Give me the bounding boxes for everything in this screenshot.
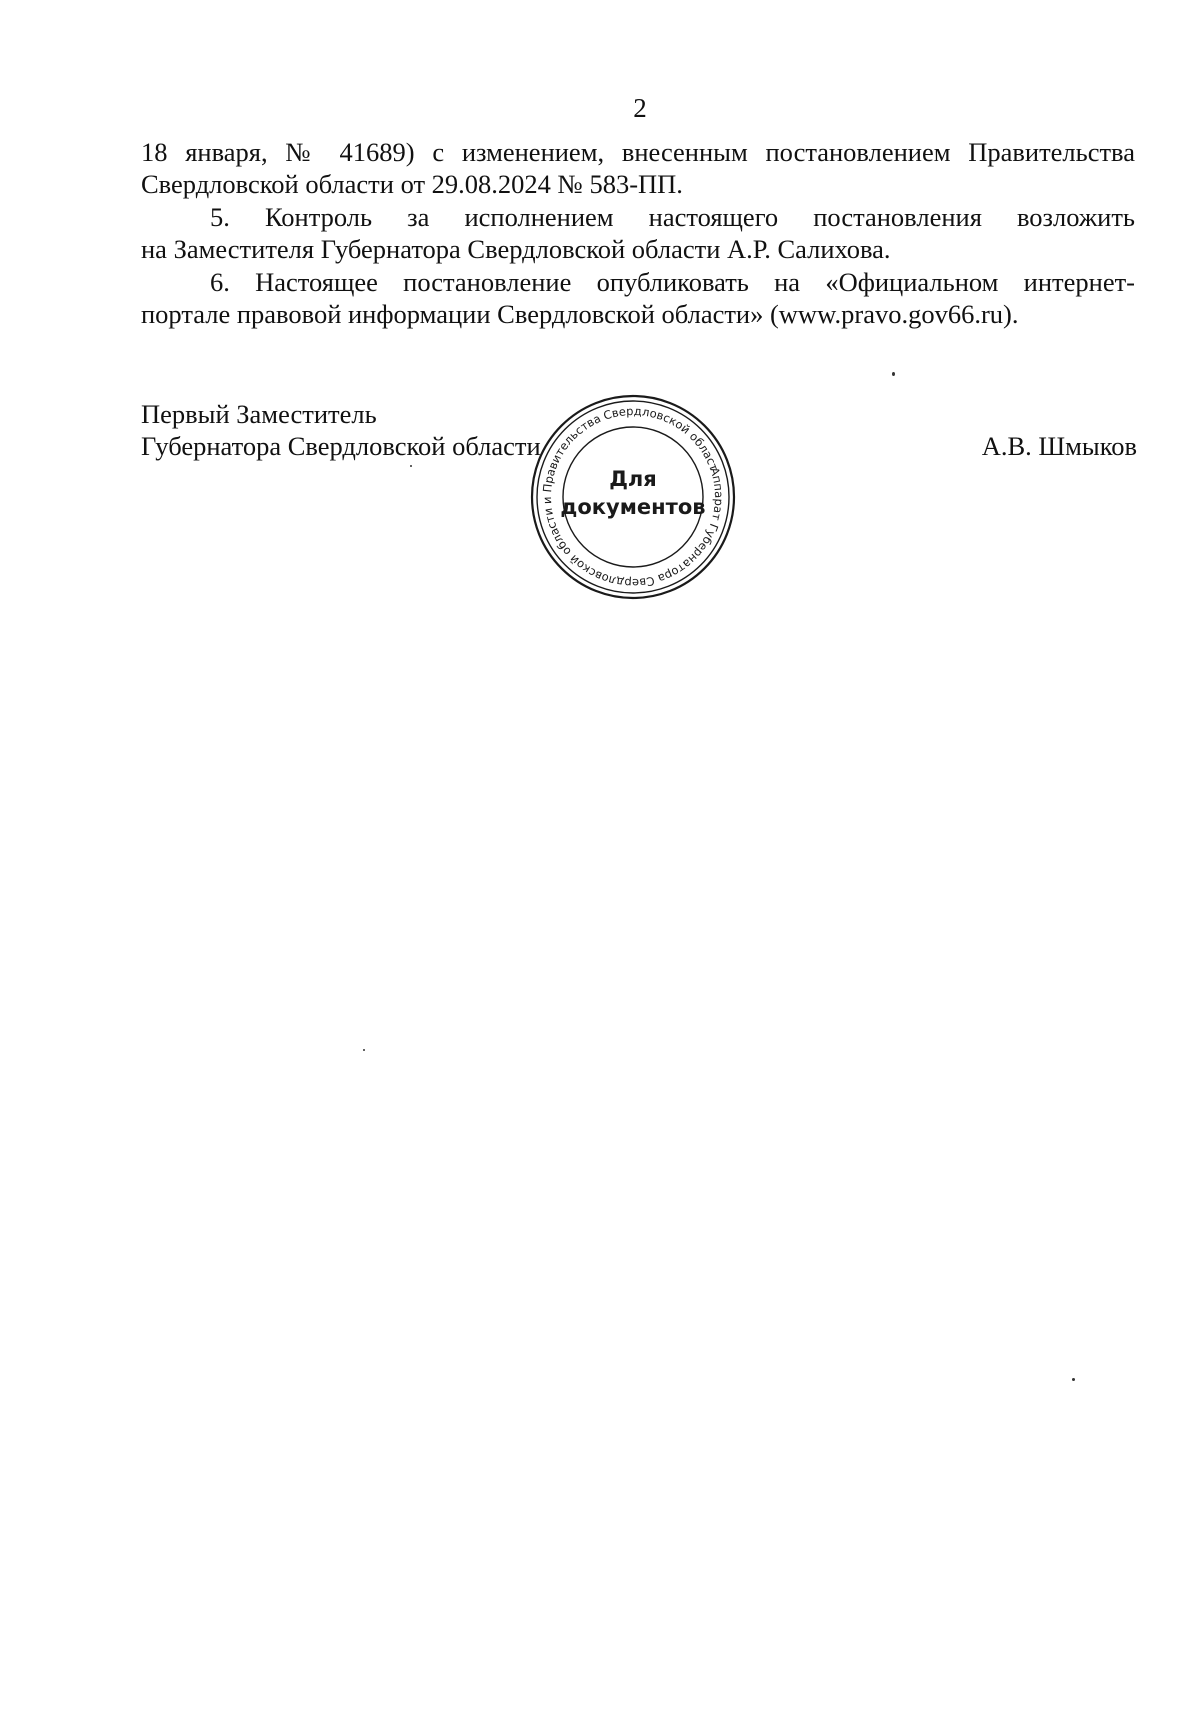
- stamp-center-text: документов: [560, 495, 706, 519]
- paragraph-line: Свердловской области от 29.08.2024 № 583-ПП.: [141, 169, 683, 199]
- scan-speck: [1072, 1378, 1075, 1381]
- signatory-title: [141, 398, 541, 462]
- paragraph-line: 5. Контроль за исполнением настоящего постановления возложить: [210, 202, 1135, 232]
- paragraph-line: на Заместителя Губернатора Свердловской области А.Р. Салихова.: [141, 234, 891, 264]
- scan-speck: [892, 372, 895, 376]
- paragraph-line: 6. Настоящее постановление опубликовать на «Официальном интернет-: [210, 267, 1135, 297]
- paragraph-5: [141, 201, 1135, 265]
- stamp-ring-text: Аппарат Губернатора Свердловской области и Правительства Свердловской области: [539, 403, 727, 591]
- paragraph-6: [141, 266, 1135, 330]
- paragraph-continuation: [141, 136, 1135, 200]
- signatory-name: А.В. Шмыков: [981, 431, 1137, 461]
- signatory-title-line: Губернатора Свердловской области: [141, 431, 541, 461]
- paragraph-line: портале правовой информации Свердловской области» (www.pravo.gov66.ru).: [141, 299, 1019, 329]
- signatory-title-line: Первый Заместитель: [141, 399, 377, 429]
- scan-speck: [410, 465, 412, 467]
- scan-speck: [363, 1049, 365, 1051]
- stamp-center-text: Для: [609, 467, 657, 491]
- official-stamp: [528, 392, 738, 602]
- paragraph-line: 18 января, № 41689) с изменением, внесенным постановлением Правительства: [141, 137, 1135, 167]
- page-number: 2: [633, 93, 647, 123]
